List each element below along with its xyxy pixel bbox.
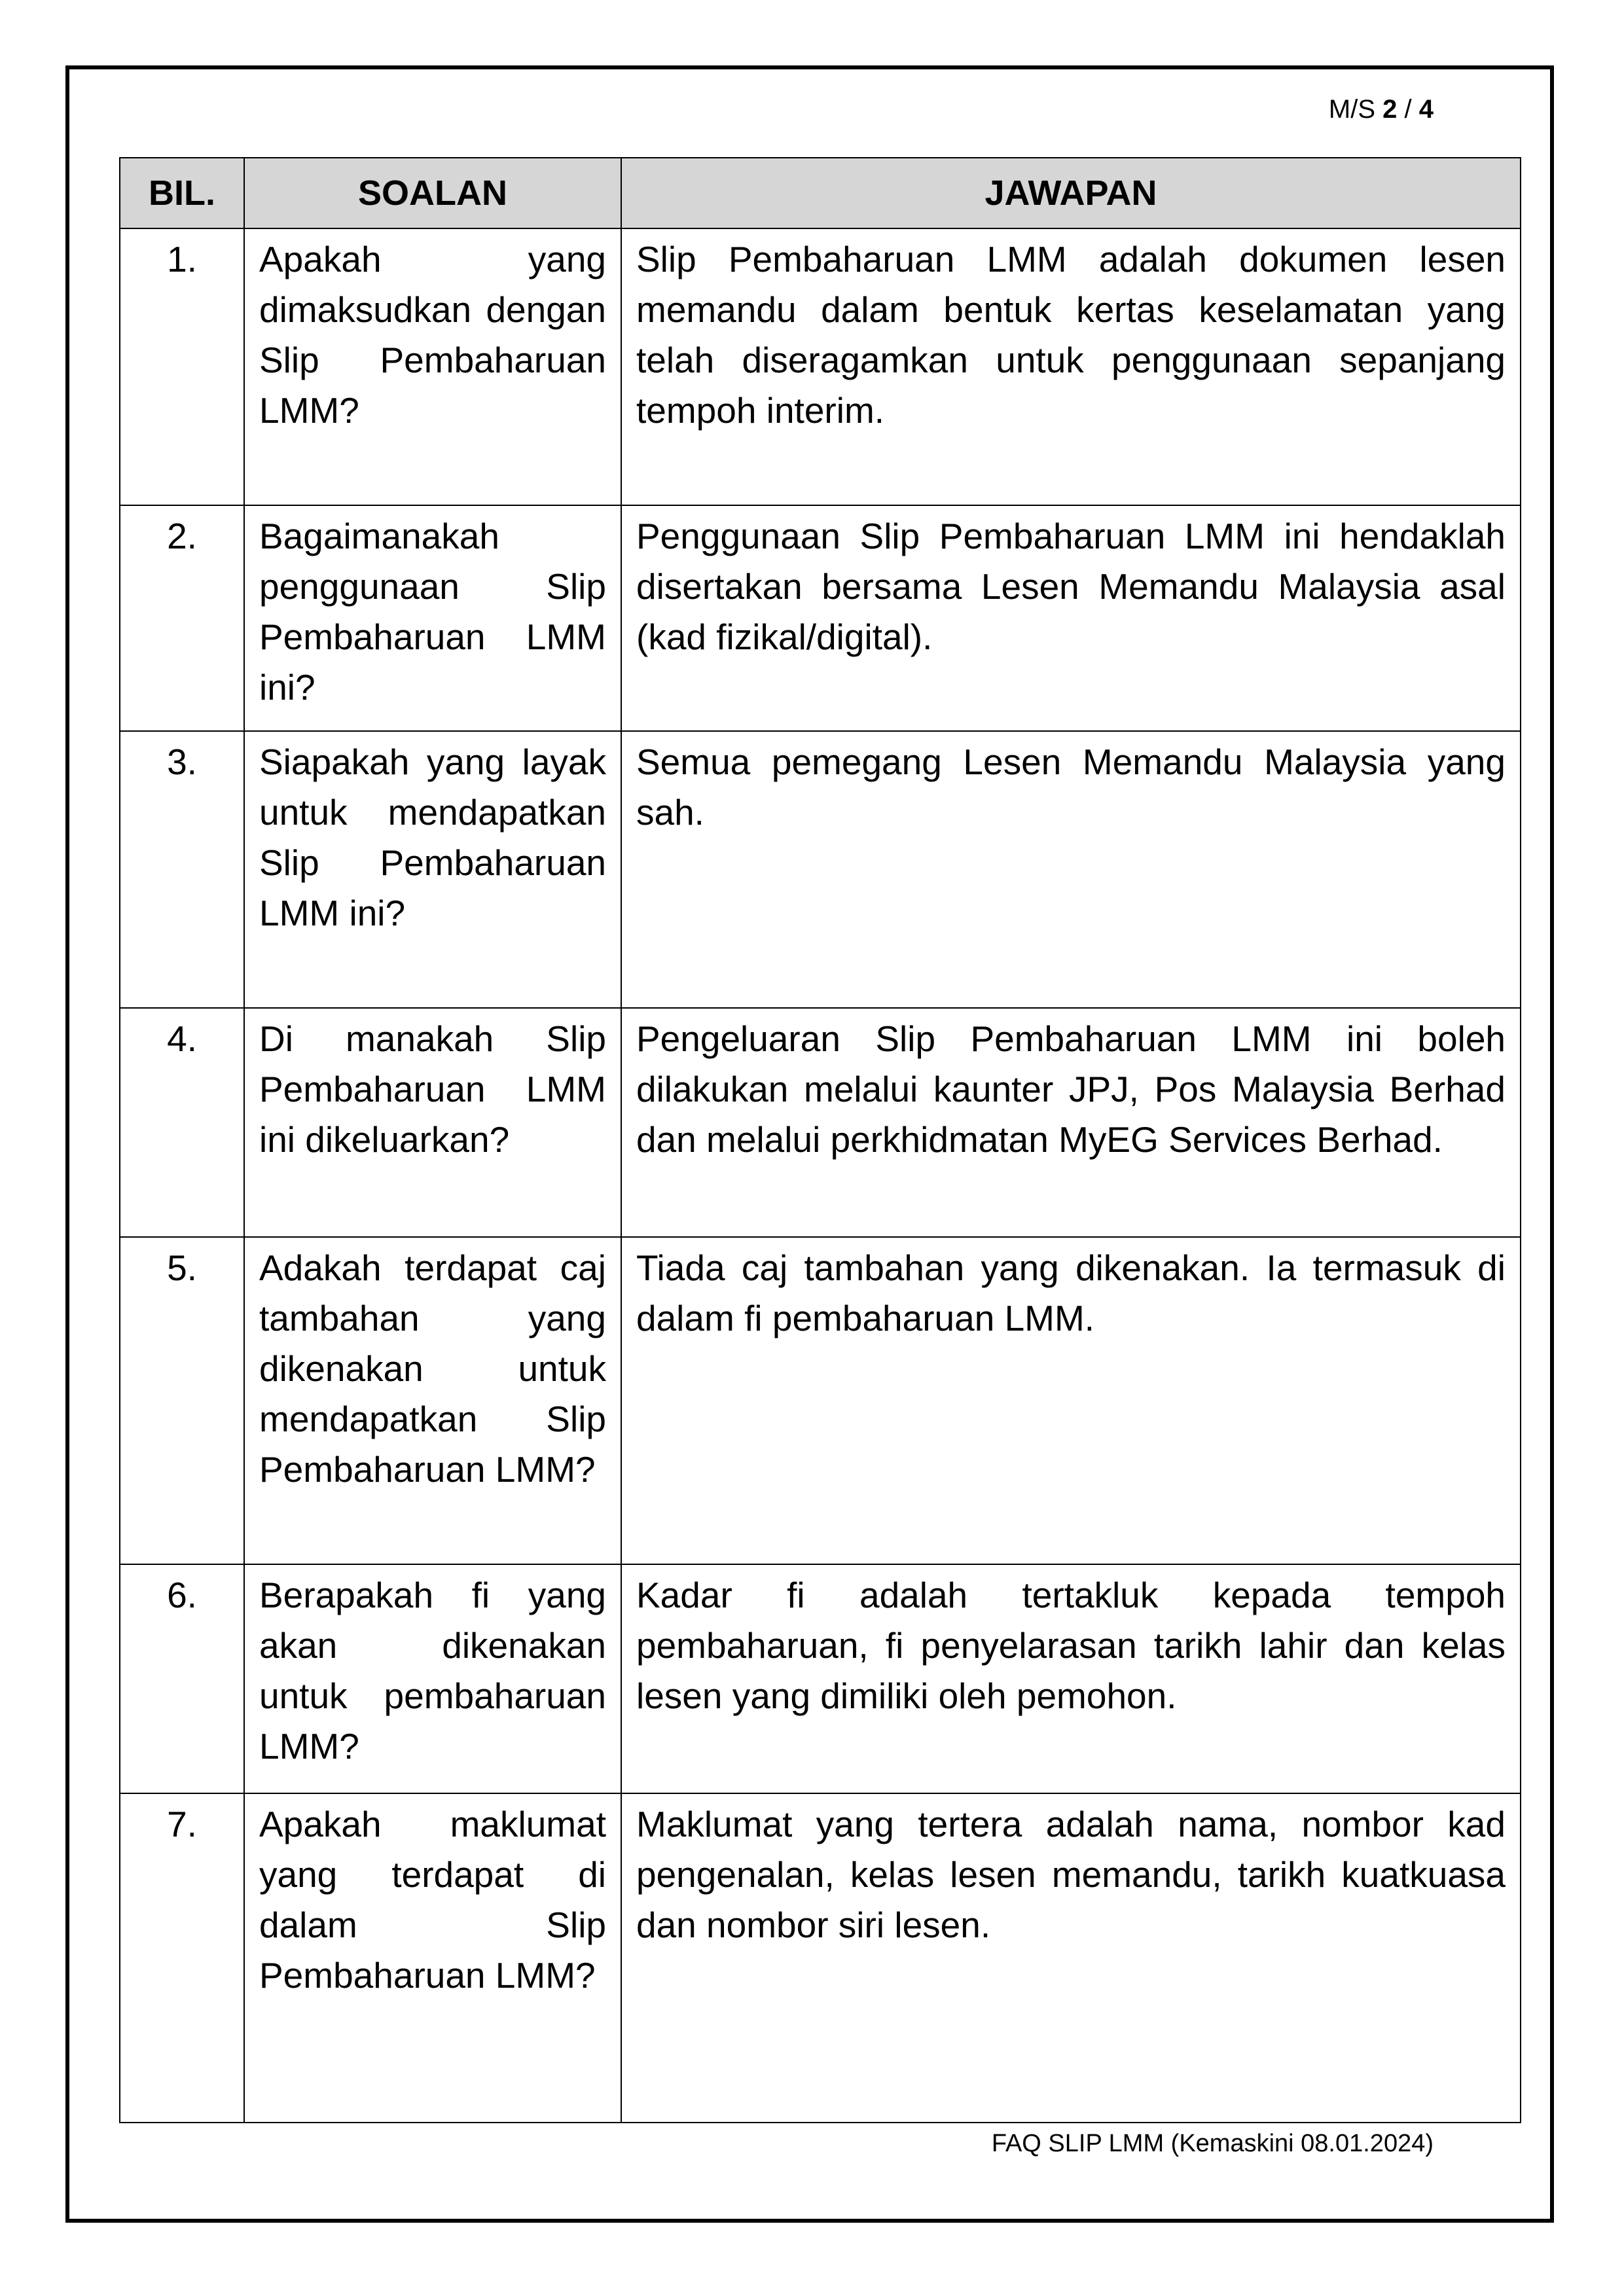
row-number: 4. bbox=[120, 1008, 244, 1237]
answer-cell: Kadar fi adalah tertakluk kepada tempoh pembaharuan, fi penyelarasan tarikh lahir dan kelas lesen yang dimiliki oleh pemohon. bbox=[621, 1564, 1521, 1793]
page-number bbox=[1244, 95, 1434, 124]
answer-cell: Semua pemegang Lesen Memandu Malaysia yang sah. bbox=[621, 731, 1521, 1008]
row-number: 5. bbox=[120, 1237, 244, 1564]
table-row bbox=[120, 1793, 1521, 2123]
question-cell: Berapakah fi yang akan dikenakan untuk pembaharuan LMM? bbox=[244, 1564, 621, 1793]
header-soalan: SOALAN bbox=[244, 158, 621, 228]
row-number: 6. bbox=[120, 1564, 244, 1793]
document-footer: FAQ SLIP LMM (Kemaskini 08.01.2024) bbox=[991, 2130, 1434, 2157]
header-jawapan: JAWAPAN bbox=[621, 158, 1521, 228]
question-cell: Bagaimanakah penggunaan Slip Pembaharuan LMM ini? bbox=[244, 505, 621, 731]
table-row bbox=[120, 228, 1521, 505]
answer-cell: Penggunaan Slip Pembaharuan LMM ini hendaklah disertakan bersama Lesen Memandu Malaysia asal (kad fizikal/digital). bbox=[621, 505, 1521, 731]
table-row bbox=[120, 1237, 1521, 1564]
answer-cell: Slip Pembaharuan LMM adalah dokumen lesen memandu dalam bentuk kertas keselamatan yang telah diseragamkan untuk penggunaan sepanjang tempoh interim. bbox=[621, 228, 1521, 505]
row-number: 1. bbox=[120, 228, 244, 505]
answer-cell: Tiada caj tambahan yang dikenakan. Ia termasuk di dalam fi pembaharuan LMM. bbox=[621, 1237, 1521, 1564]
table-row bbox=[120, 1008, 1521, 1237]
table-row bbox=[120, 1564, 1521, 1793]
question-cell: Di manakah Slip Pembaharuan LMM ini dikeluarkan? bbox=[244, 1008, 621, 1237]
page-prefix: M/S bbox=[1328, 95, 1383, 124]
faq-table bbox=[119, 157, 1521, 2123]
row-number: 2. bbox=[120, 505, 244, 731]
table-row bbox=[120, 731, 1521, 1008]
row-number: 7. bbox=[120, 1793, 244, 2123]
page-separator: / bbox=[1397, 95, 1419, 124]
question-cell: Apakah maklumat yang terdapat di dalam Slip Pembaharuan LMM? bbox=[244, 1793, 621, 2123]
question-cell: Siapakah yang layak untuk mendapatkan Slip Pembaharuan LMM ini? bbox=[244, 731, 621, 1008]
page-total: 4 bbox=[1418, 95, 1434, 124]
row-number: 3. bbox=[120, 731, 244, 1008]
question-cell: Adakah terdapat caj tambahan yang dikenakan untuk mendapatkan Slip Pembaharuan LMM? bbox=[244, 1237, 621, 1564]
page-current: 2 bbox=[1382, 95, 1398, 124]
answer-cell: Maklumat yang tertera adalah nama, nombor kad pengenalan, kelas lesen memandu, tarikh kuatkuasa dan nombor siri lesen. bbox=[621, 1793, 1521, 2123]
header-bil: BIL. bbox=[120, 158, 244, 228]
question-cell: Apakah yang dimaksudkan dengan Slip Pembaharuan LMM? bbox=[244, 228, 621, 505]
answer-cell: Pengeluaran Slip Pembaharuan LMM ini boleh dilakukan melalui kaunter JPJ, Pos Malaysia Berhad dan melalui perkhidmatan MyEG Services Berhad. bbox=[621, 1008, 1521, 1237]
table-row bbox=[120, 505, 1521, 731]
table-header-row bbox=[120, 158, 1521, 228]
